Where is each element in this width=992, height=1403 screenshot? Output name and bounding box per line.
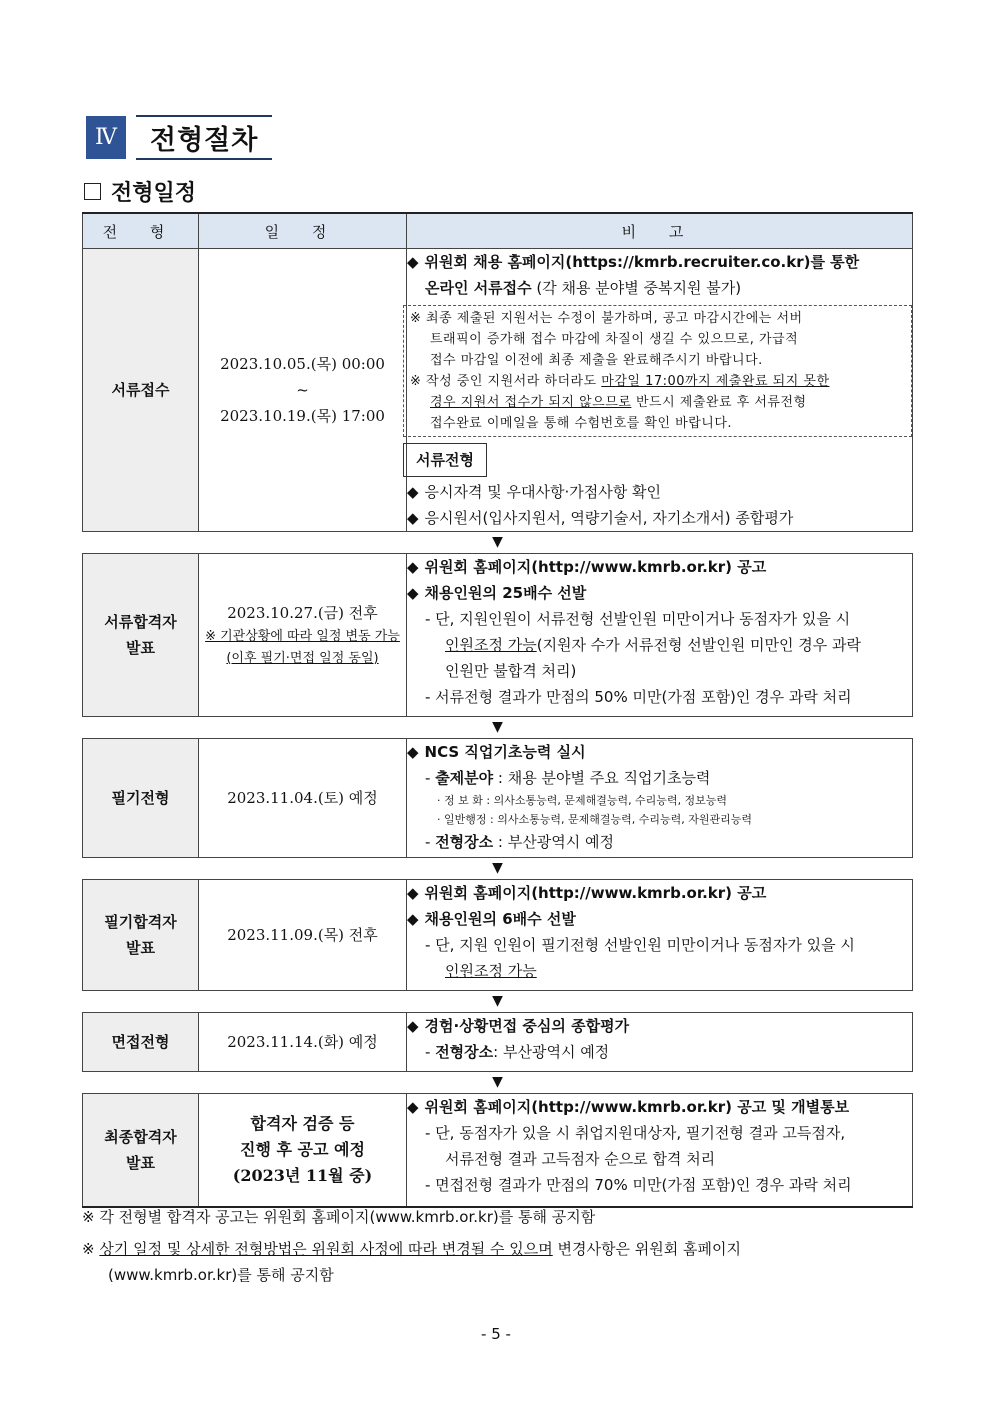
header-stage: 전 형	[83, 213, 199, 249]
warning-line: 트래픽이 증가해 접수 마감에 차질이 생길 수 있으므로, 가급적	[430, 332, 799, 347]
note-cell	[407, 554, 913, 717]
diamond-bullet-icon: ◆	[407, 558, 419, 576]
warning-line: ※ 작성 중인 지원서라 하더라도	[410, 374, 602, 389]
stage-cell: 서류합격자 발표	[83, 554, 199, 717]
arrow-row	[83, 1072, 913, 1094]
date-line: 2023.10.27.(금) 전후	[227, 604, 378, 622]
note-cell	[407, 880, 913, 991]
screening-tag: 서류전형	[403, 443, 487, 477]
diamond-bullet-icon: ◆	[407, 483, 419, 501]
footnote-1: ※ 각 전형별 합격자 공고는 위원회 홈페이지(www.kmrb.or.kr)를 통해 공지함	[82, 1208, 596, 1226]
note-line: 위원회 홈페이지(http://www.kmrb.or.kr) 공고 및 개별통보	[424, 1098, 850, 1116]
diamond-bullet-icon: ◆	[407, 743, 419, 761]
date-line: ~	[296, 381, 309, 399]
note-line: 위원회 홈페이지(http://www.kmrb.or.kr) 공고	[424, 884, 767, 902]
note-line: : 채용 분야별 주요 직업기초능력	[493, 769, 711, 787]
note-line: 온라인 서류접수	[425, 279, 532, 297]
table-header-row	[83, 213, 913, 249]
date-cell	[199, 1094, 407, 1208]
date-sub-text: ※ 기관상황에 따라 일정 변동 가능	[205, 629, 400, 644]
diamond-bullet-icon: ◆	[407, 584, 419, 602]
table-row	[83, 554, 913, 717]
date-sub-line	[199, 626, 406, 648]
note-cell: ◆ 경험·상황면접 중심의 종합평가 - 전형장소: 부산광역시 예정	[407, 1013, 913, 1072]
note-line: - 단, 지원인원이 서류전형 선발인원 미만이거나 동점자가 있을 시	[425, 610, 851, 628]
down-arrow-icon: ▼	[83, 532, 913, 554]
date-cell: 2023.11.09.(목) 전후	[199, 880, 407, 991]
date-cell: 2023.11.14.(화) 예정	[199, 1013, 407, 1072]
note-line: 위원회 채용 홈페이지(https://kmrb.recruiter.co.kr)를 통한	[424, 253, 860, 271]
footnote-text: 변경사항은 위원회 홈페이지	[552, 1240, 741, 1258]
note-line: 서류전형 결과 고득점자 순으로 합격 처리	[445, 1150, 716, 1168]
date-cell	[199, 554, 407, 717]
footnote-text: (www.kmrb.or.kr)를 통해 공지함	[108, 1266, 334, 1284]
diamond-bullet-icon: ◆	[407, 1098, 419, 1116]
note-line: - 서류전형 결과가 만점의 50% 미만(가점 포함)인 경우 과락 처리	[425, 688, 852, 706]
date-sub-line: (이후 필기·면접 일정 동일)	[226, 651, 379, 666]
diamond-bullet-icon: ◆	[407, 509, 419, 527]
warning-underlined: 마감일 17:00까지 제출완료 되지 못한	[601, 374, 830, 389]
down-arrow-icon: ▼	[83, 991, 913, 1013]
note-key: 전형장소	[435, 1043, 494, 1061]
date-line: 합격자 검증 등	[250, 1114, 355, 1133]
warning-line: 접수 마감일 이전에 최종 제출을 완료해주시기 바랍니다.	[430, 353, 763, 368]
stage-cell: 서류접수	[83, 249, 199, 532]
header-note: 비 고	[407, 213, 913, 249]
date-line: 진행 후 공고 예정	[240, 1140, 365, 1159]
note-cell	[407, 249, 913, 532]
arrow-row	[83, 991, 913, 1013]
note-line: 인원만 불합격 처리)	[445, 662, 577, 680]
down-arrow-icon: ▼	[83, 717, 913, 739]
down-arrow-icon: ▼	[83, 1072, 913, 1094]
date-line: 2023.10.19.(목) 17:00	[220, 407, 385, 425]
note-line: 응시원서(입사지원서, 역량기술서, 자기소개서) 종합평가	[424, 509, 794, 527]
note-line: 채용인원의 25배수 선발	[424, 584, 587, 602]
note-key: 출제분야	[435, 769, 494, 787]
diamond-bullet-icon: ◆	[407, 910, 419, 928]
note-underlined: 인원조정 가능	[445, 962, 537, 980]
diamond-bullet-icon: ◆	[407, 253, 419, 271]
note-key: 전형장소	[435, 833, 494, 851]
date-cell: 2023.11.04.(토) 예정	[199, 739, 407, 858]
arrow-row	[83, 532, 913, 554]
table-row	[83, 880, 913, 991]
note-cell	[407, 1094, 913, 1208]
checkbox-icon	[84, 183, 101, 200]
note-line: (지원자 수가 서류전형 선발인원 미만인 경우 과락	[536, 636, 861, 654]
note-line: : 부산광역시 예정	[493, 1043, 610, 1061]
table-row	[83, 1013, 913, 1072]
date-line: 2023.10.05.(목) 00:00	[220, 355, 385, 373]
header-date: 일 정	[199, 213, 407, 249]
section-header	[86, 115, 272, 160]
section-number: Ⅳ	[86, 116, 126, 159]
note-underlined: 인원조정 가능	[445, 636, 537, 654]
table-row	[83, 249, 913, 532]
arrow-row	[83, 858, 913, 880]
subsection-title-text: 전형일정	[111, 181, 197, 206]
note-line: 응시자격 및 우대사항·가점사항 확인	[424, 483, 661, 501]
arrow-row	[83, 717, 913, 739]
note-subline: · 일반행정 : 의사소통능력, 문제해결능력, 수리능력, 자원관리능력	[437, 813, 752, 826]
note-line: - 단, 동점자가 있을 시 취업지원대상자, 필기전형 결과 고득점자,	[425, 1124, 846, 1142]
note-cell: ◆ NCS 직업기초능력 실시 - 출제분야 : 채용 분야별 주요 직업기초능력 · 정 보 화 : 의사소통능력, 문제해결능력, 수리능력, 정보능력 · 일반행정 : 의사소통능력, 문제해결능력, 수리능력, 자원관리능력 - 전형장소 : 부산광역시 예정	[407, 739, 913, 858]
page-number: - 5 -	[481, 1325, 511, 1343]
table-row	[83, 739, 913, 858]
note-line: : 부산광역시 예정	[493, 833, 614, 851]
warning-line: 접수완료 이메일을 통해 수험번호를 확인 바랍니다.	[430, 416, 733, 431]
warning-underlined: 경우 지원서 접수가 되지 않으므로	[430, 395, 632, 410]
subsection-title	[84, 176, 196, 207]
footnote-mark: ※	[82, 1240, 100, 1258]
warning-line: ※ 최종 제출된 지원서는 수정이 불가하며, 공고 마감시간에는 서버	[410, 311, 803, 326]
diamond-bullet-icon: ◆	[407, 884, 419, 902]
warning-box	[403, 305, 912, 437]
footnote-underlined: 상기 일정 및 상세한 전형방법은 위원회 사정에 따라 변경될 수 있으며	[99, 1240, 553, 1258]
warning-line: 반드시 제출완료 후 서류전형	[631, 395, 807, 410]
note-line: NCS 직업기초능력 실시	[424, 743, 586, 761]
stage-cell: 필기합격자 발표	[83, 880, 199, 991]
stage-cell: 면접전형	[83, 1013, 199, 1072]
footnote-2	[82, 1236, 912, 1288]
note-subline: · 정 보 화 : 의사소통능력, 문제해결능력, 수리능력, 정보능력	[437, 794, 728, 807]
section-title: 전형절차	[136, 115, 272, 160]
stage-cell: 최종합격자 발표	[83, 1094, 199, 1208]
diamond-bullet-icon: ◆	[407, 1017, 419, 1035]
note-line: (각 채용 분야별 중복지원 불가)	[531, 279, 742, 297]
down-arrow-icon: ▼	[83, 858, 913, 880]
table-row	[83, 1094, 913, 1208]
stage-cell: 필기전형	[83, 739, 199, 858]
note-line: 경험·상황면접 중심의 종합평가	[424, 1017, 630, 1035]
date-cell	[199, 249, 407, 532]
schedule-table	[82, 212, 913, 1208]
note-line: - 단, 지원 인원이 필기전형 선발인원 미만이거나 동점자가 있을 시	[425, 936, 855, 954]
date-line: (2023년 11월 중)	[232, 1166, 373, 1185]
note-line: 채용인원의 6배수 선발	[424, 910, 576, 928]
note-line: - 면접전형 결과가 만점의 70% 미만(가점 포함)인 경우 과락 처리	[425, 1176, 852, 1194]
note-line: 위원회 홈페이지(http://www.kmrb.or.kr) 공고	[424, 558, 767, 576]
